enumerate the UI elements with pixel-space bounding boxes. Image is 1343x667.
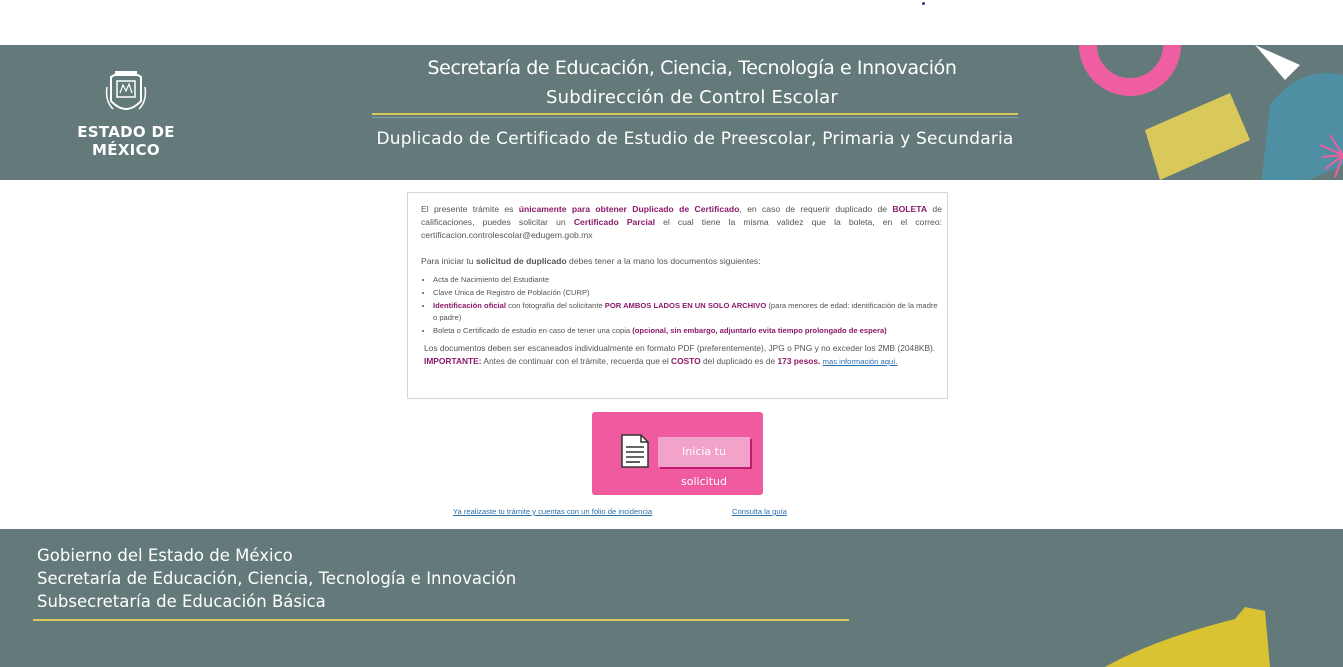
top-strip	[0, 0, 1343, 45]
start-request-button[interactable]	[592, 412, 763, 495]
intro-paragraph: El presente trámite es únicamente para obtener Duplicado de Certificado, en caso de requerir duplicado de BOLETA de calificaciones, puedes solicitar un Certificado Parcial el cual tiene la misma validez que la boleta, en el correo: certificacion.controlescolar@edugem.gob.mx	[421, 204, 942, 240]
footer	[0, 529, 1343, 667]
requirements-list	[421, 274, 942, 337]
list-item: • Identificación oficial con fotografía del solicitante POR AMBOS LADOS EN UN SOLO ARCHIVO (para menores de edad: identificación de la madre o padre)	[433, 300, 942, 324]
footer-line-gobierno: Gobierno del Estado de México	[37, 546, 293, 565]
list-item: • Acta de Nacimiento del Estudiante	[433, 274, 942, 286]
incident-folio-link[interactable]: Ya realizaste tu trámite y cuentas con un folio de incidencia	[453, 507, 653, 516]
footer-line-subsecretaria: Subsecretaría de Educación Básica	[37, 592, 326, 611]
estado-de-mexico-logo[interactable]	[46, 67, 206, 159]
document-icon	[620, 434, 650, 468]
logo-text: ESTADO DE MÉXICO	[77, 123, 175, 159]
instructions-panel	[407, 192, 948, 399]
cost-notice: IMPORTANTE: Antes de continuar con el trámite, recuerda que el COSTO del duplicado es de 173 pesos. mas información aquí.	[424, 356, 898, 366]
list-item: • Boleta o Certificado de estudio en caso de tener una copia (opcional, sin embargo, adjuntarlo evita tiempo prolongado de espera)	[433, 325, 942, 337]
requirements-intro: Para iniciar tu solicitud de duplicado debes tener a la mano los documentos siguientes:	[421, 256, 761, 266]
more-info-link[interactable]: mas información aquí.	[822, 357, 898, 366]
start-request-label[interactable]: Inicia tu solicitud	[658, 437, 750, 467]
decorative-dot	[922, 2, 925, 5]
header-divider-thin	[372, 117, 1018, 118]
coat-of-arms-icon	[103, 67, 149, 119]
subdireccion-title: Subdirección de Control Escolar	[545, 87, 838, 108]
decorative-shapes	[1060, 45, 1343, 180]
footer-decorative-brush	[1095, 599, 1343, 667]
page-title: Duplicado de Certificado de Estudio de Preescolar, Primaria y Secundaria	[376, 129, 1014, 149]
file-format-note: Los documentos deben ser escaneados individualmente en formato PDF (preferentemente), JPG o PNG y no exceder los 2MB (2048KB).	[424, 343, 936, 353]
secretaria-title: Secretaría de Educación, Ciencia, Tecnología e Innovación	[427, 57, 957, 79]
list-item: • Clave Única de Registro de Población (CURP)	[433, 287, 942, 299]
guide-link[interactable]: Consulta la guía	[732, 507, 787, 516]
footer-line-secretaria: Secretaría de Educación, Ciencia, Tecnología e Innovación	[37, 569, 517, 588]
footer-divider	[33, 619, 849, 621]
header-divider	[372, 113, 1018, 115]
header-banner	[0, 45, 1343, 180]
